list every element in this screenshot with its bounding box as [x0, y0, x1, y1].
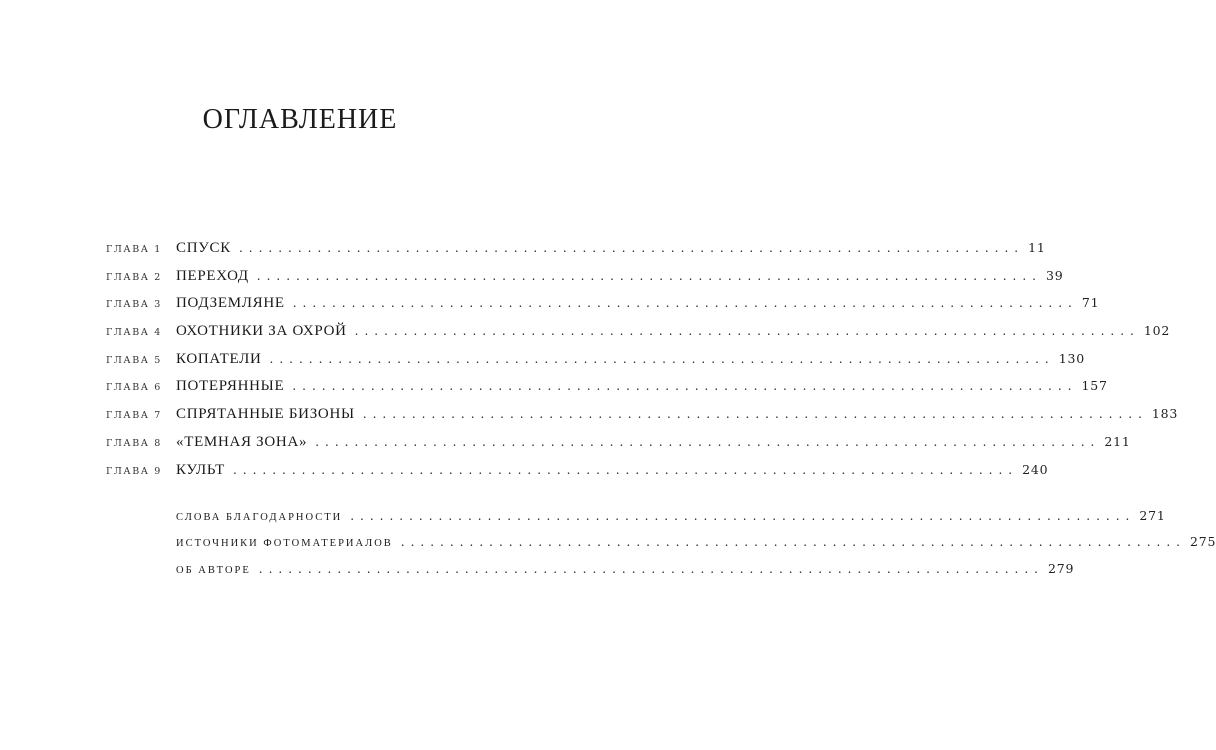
toc-entry[interactable] — [106, 240, 1046, 268]
dot-leader: ................................................................................ — [232, 462, 1019, 477]
page-number: 130 — [1058, 350, 1085, 366]
dot-leader: ................................................................................ — [256, 268, 1042, 283]
dot-leader: ................................................................................ — [315, 434, 1101, 449]
toc-entry[interactable] — [106, 350, 1085, 379]
chapter-label: ГЛАВА 1 — [106, 244, 162, 255]
page-title: ОГЛАВЛЕНИЕ — [202, 104, 398, 135]
toc-entry[interactable] — [176, 508, 1166, 534]
page-number: 240 — [1022, 461, 1049, 477]
chapter-label: ГЛАВА 2 — [106, 271, 162, 283]
page-number: 271 — [1139, 508, 1166, 523]
page-number: 102 — [1143, 323, 1171, 339]
chapter-label: ГЛАВА 9 — [106, 465, 162, 477]
chapter-title: ПОДЗЕМЛЯНЕ — [176, 295, 285, 312]
chapter-title: КОПАТЕЛИ — [176, 350, 262, 367]
dot-leader: ................................................................................ — [350, 509, 1136, 523]
page-number: 183 — [1151, 406, 1179, 422]
page-number: 11 — [1028, 240, 1046, 255]
toc-entry[interactable] — [106, 433, 1131, 462]
page-number: 275 — [1189, 534, 1216, 550]
chapter-title: ОХОТНИКИ ЗА ОХРОЙ — [176, 323, 347, 340]
back-matter-list — [176, 508, 1216, 587]
toc-entry[interactable] — [106, 323, 1171, 351]
toc-entry[interactable] — [176, 560, 1075, 587]
dot-leader: ................................................................................ — [292, 296, 1078, 311]
dot-leader: ................................................................................ — [238, 241, 1025, 255]
dot-leader: ................................................................................ — [269, 351, 1055, 366]
toc-entry[interactable] — [106, 461, 1049, 490]
chapter-label: ГЛАВА 7 — [106, 410, 162, 422]
toc-entry[interactable] — [106, 295, 1100, 323]
toc-entry[interactable] — [176, 534, 1216, 560]
chapter-title: «ТЕМНАЯ ЗОНА» — [176, 433, 308, 450]
chapter-list — [106, 240, 1179, 489]
chapter-title: КУЛЬТ — [176, 461, 225, 478]
chapter-label: ГЛАВА 8 — [106, 437, 162, 449]
chapter-title: СПРЯТАННЫЕ БИЗОНЫ — [176, 406, 355, 423]
dot-leader: ................................................................................ — [258, 561, 1044, 576]
chapter-title: СПУСК — [176, 240, 231, 256]
chapter-label: ГЛАВА 4 — [106, 327, 162, 339]
chapter-label: ГЛАВА 6 — [106, 382, 162, 394]
page-number: 71 — [1081, 295, 1100, 311]
chapter-label: ГЛАВА 3 — [106, 299, 162, 311]
page-number: 39 — [1045, 267, 1064, 283]
section-title: ОБ АВТОРЕ — [176, 564, 251, 576]
dot-leader: ................................................................................ — [292, 379, 1078, 394]
section-title: СЛОВА БЛАГОДАРНОСТИ — [176, 512, 343, 523]
toc-entry[interactable] — [106, 378, 1108, 406]
page-number: 279 — [1047, 560, 1075, 576]
page-number: 211 — [1104, 433, 1131, 449]
toc-entry[interactable] — [106, 267, 1064, 296]
chapter-label: ГЛАВА 5 — [106, 354, 162, 366]
section-title: ИСТОЧНИКИ ФОТОМАТЕРИАЛОВ — [176, 538, 393, 550]
chapter-title: ПОТЕРЯННЫЕ — [176, 378, 285, 395]
page-number: 157 — [1081, 378, 1108, 394]
dot-leader: ................................................................................ — [354, 324, 1140, 339]
dot-leader: ................................................................................ — [362, 407, 1148, 422]
chapter-title: ПЕРЕХОД — [176, 267, 249, 284]
dot-leader: ................................................................................ — [400, 535, 1186, 550]
toc-entry[interactable] — [106, 406, 1179, 434]
